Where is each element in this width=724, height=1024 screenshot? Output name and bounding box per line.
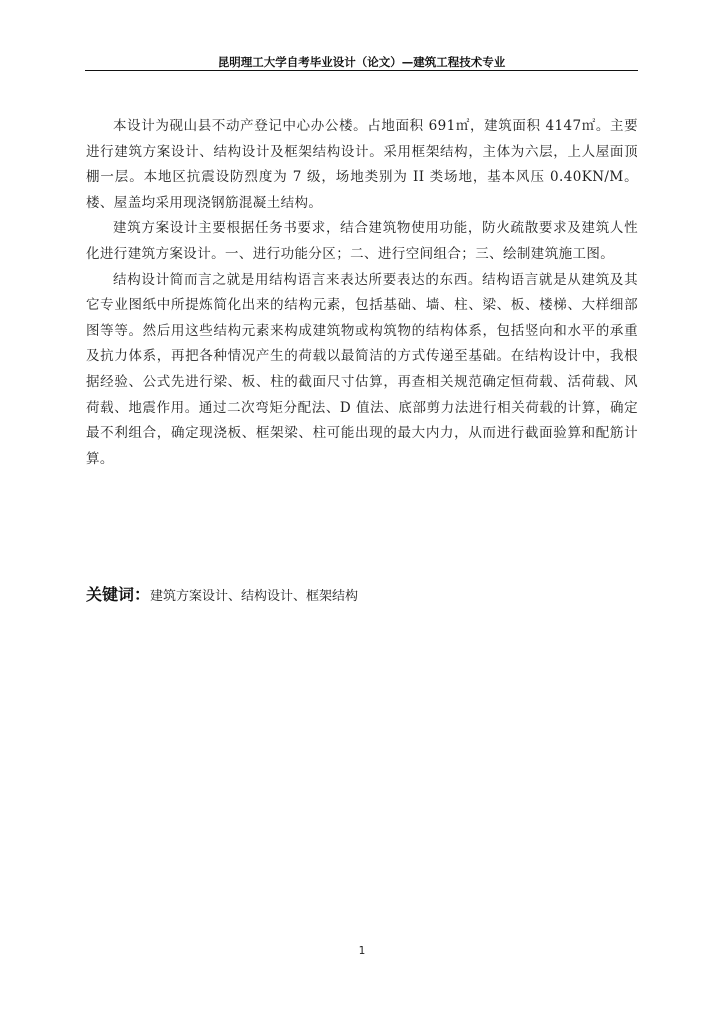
keywords-label: 关键词：	[86, 585, 151, 604]
abstract-paragraph-3: 结构设计简而言之就是用结构语言来表达所要表达的东西。结构语言就是从建筑及其它专业图纸中所提炼简化出来的结构元素，包括基础、墙、柱、梁、板、楼梯、大样细部图等等。然后用这些结构元素来构成建筑物或构筑物的结构体系，包括竖向和水平的承重及抗力体系，再把各种情况产生的荷载以最简洁的方式传递至基础。在结构设计中，我根据经验、公式先进行梁、板、柱的截面尺寸估算，再查相关规范确定恒荷载、活荷载、风荷载、地震作用。通过二次弯矩分配法、D 值法、底部剪力法进行相关荷载的计算，确定最不利组合，确定现浇板、框架梁、柱可能出现的最大内力，从而进行截面验算和配筋计算。	[86, 271, 638, 467]
abstract-paragraph-1: 本设计为砚山县不动产登记中心办公楼。占地面积 691㎡，建筑面积 4147㎡。主要进行建筑方案设计、结构设计及框架结构设计。采用框架结构，主体为六层，上人屋面顶棚一层。本地区抗震设防烈度为 7 级，场地类别为 II 类场地，基本风压 0.40KN/M。楼、屋盖均采用现浇钢筋混凝土结构。	[86, 118, 638, 211]
keywords-value: 建筑方案设计、结构设计、框架结构	[150, 589, 359, 604]
header-divider	[85, 70, 638, 71]
abstract-body	[86, 114, 638, 472]
page-header-title: 昆明理工大学自考毕业设计（论文）—建筑工程技术专业	[217, 55, 506, 69]
abstract-paragraph-2: 建筑方案设计主要根据任务书要求，结合建筑物使用功能，防火疏散要求及建筑人性化进行建筑方案设计。一、进行功能分区；二、进行空间组合；三、绘制建筑施工图。	[86, 220, 638, 262]
page-number: 1	[358, 945, 366, 957]
keywords-line	[86, 582, 638, 610]
